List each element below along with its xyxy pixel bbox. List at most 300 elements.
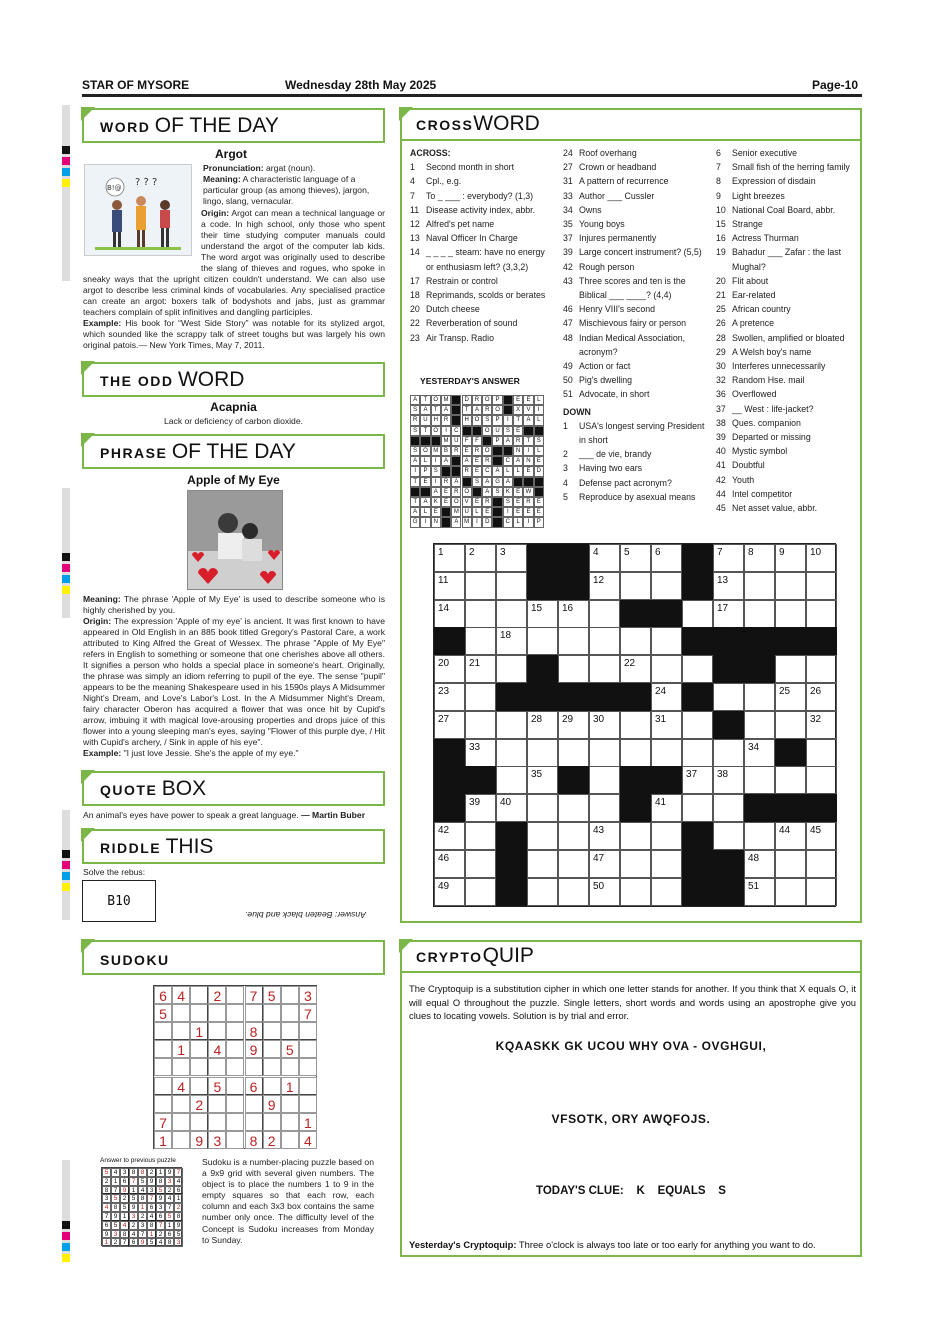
grid-cell[interactable] <box>589 600 620 628</box>
answer-cell: I <box>441 426 451 436</box>
sudoku-cell[interactable] <box>299 1040 317 1058</box>
grid-cell[interactable] <box>620 627 651 655</box>
sudoku-cell[interactable] <box>208 1095 226 1113</box>
grid-cell[interactable] <box>465 544 496 572</box>
cell-number: 41 <box>655 797 667 809</box>
sudoku-cell[interactable] <box>299 1077 317 1095</box>
grid-cell[interactable] <box>775 572 806 600</box>
grid-cell[interactable] <box>527 822 558 850</box>
answer-cell: A <box>451 517 461 527</box>
cell-number: 19 <box>717 630 729 642</box>
clue-number: 29 <box>716 346 726 357</box>
prev-sudoku-cell: 9 <box>120 1186 129 1195</box>
answer-cell: R <box>513 436 523 446</box>
grid-cell[interactable] <box>744 878 775 906</box>
answer-cell: E <box>513 497 523 507</box>
sudoku-cell[interactable] <box>190 1058 208 1076</box>
sudoku-cell[interactable] <box>299 1095 317 1113</box>
grid-cell[interactable] <box>589 572 620 600</box>
grid-cell[interactable] <box>589 822 620 850</box>
sudoku-cell[interactable] <box>226 1004 244 1022</box>
sudoku-cell[interactable] <box>226 1113 244 1131</box>
answer-cell: D <box>534 466 544 476</box>
grid-cell[interactable] <box>434 683 465 711</box>
grid-cell[interactable] <box>496 711 527 739</box>
grid-cell[interactable] <box>527 600 558 628</box>
grid-cell[interactable] <box>651 711 682 739</box>
grid-cell[interactable] <box>620 572 651 600</box>
grid-cell[interactable] <box>651 878 682 906</box>
grid-cell[interactable] <box>465 822 496 850</box>
grid-cell[interactable] <box>682 711 713 739</box>
black-square <box>620 683 651 711</box>
sudoku-cell[interactable] <box>299 1022 317 1040</box>
sudoku-cell: 9 <box>190 1131 208 1149</box>
grid-cell[interactable] <box>558 850 589 878</box>
sudoku-cell[interactable] <box>226 1058 244 1076</box>
word-of-day-origin <box>83 208 385 351</box>
sudoku-cell: 1 <box>190 1022 208 1040</box>
grid-cell[interactable] <box>558 655 589 683</box>
prev-sudoku-cell: 3 <box>165 1177 174 1186</box>
grid-cell[interactable] <box>713 544 744 572</box>
answer-cell: R <box>410 415 420 425</box>
grid-cell[interactable] <box>527 794 558 822</box>
prev-sudoku-cell: 3 <box>129 1212 138 1221</box>
answer-cell: O <box>482 395 492 405</box>
sudoku-cell[interactable] <box>190 1077 208 1095</box>
grid-cell[interactable] <box>806 600 837 628</box>
sudoku-cell[interactable] <box>299 1058 317 1076</box>
grid-cell[interactable] <box>775 655 806 683</box>
grid-cell[interactable] <box>713 683 744 711</box>
cell-number: 10 <box>810 547 822 558</box>
sudoku-cell[interactable] <box>281 1058 299 1076</box>
answer-cell: O <box>492 405 502 415</box>
clue-text: African country <box>732 304 791 315</box>
clue-text: A pattern of recurrence <box>579 176 669 187</box>
grid-cell[interactable] <box>589 739 620 767</box>
sudoku-cell[interactable] <box>226 1131 244 1149</box>
grid-cell[interactable] <box>620 544 651 572</box>
prev-sudoku-cell: 8 <box>165 1238 174 1247</box>
sudoku-grid[interactable] <box>153 985 317 1149</box>
grid-cell[interactable] <box>496 766 527 794</box>
label: Example: <box>83 318 122 328</box>
cell-number: 38 <box>717 769 729 781</box>
clue-text: Actress Thurman <box>732 233 799 244</box>
grid-cell[interactable] <box>496 544 527 572</box>
sudoku-cell[interactable] <box>208 1058 226 1076</box>
grid-cell[interactable] <box>465 683 496 711</box>
corner-flag <box>81 828 95 842</box>
grid-cell[interactable] <box>527 711 558 739</box>
cell-number: 14 <box>438 602 450 614</box>
grid-cell[interactable] <box>744 850 775 878</box>
grid-cell[interactable] <box>806 683 837 711</box>
sudoku-cell[interactable] <box>172 1058 190 1076</box>
clue-number: 18 <box>410 290 420 301</box>
section-title-big: QUIP <box>482 944 534 967</box>
grid-cell[interactable] <box>713 739 744 767</box>
grid-cell[interactable] <box>682 739 713 767</box>
black-square <box>496 850 527 878</box>
black-square <box>434 627 465 655</box>
grid-cell[interactable] <box>806 766 837 794</box>
answer-cell: A <box>441 405 451 415</box>
clue-number: 38 <box>716 417 726 428</box>
sudoku-cell[interactable] <box>208 1113 226 1131</box>
grid-cell[interactable] <box>651 850 682 878</box>
sudoku-cell[interactable] <box>154 1022 172 1040</box>
clue-text: To _ ___ : everybody? (1,3) <box>426 190 534 201</box>
grid-cell[interactable] <box>620 711 651 739</box>
sudoku-cell[interactable] <box>172 1113 190 1131</box>
clue-text: Second month in short <box>426 162 515 173</box>
sudoku-cell[interactable] <box>172 1131 190 1149</box>
prev-sudoku-cell: 6 <box>156 1212 165 1221</box>
answer-cell: G <box>410 517 420 527</box>
answer-cell: E <box>513 426 523 436</box>
phrase-body <box>83 594 385 759</box>
clue-number: 22 <box>410 318 420 329</box>
prev-sudoku-cell: 9 <box>138 1238 147 1247</box>
answer-cell: R <box>462 466 472 476</box>
answer-cell: R <box>472 395 482 405</box>
sudoku-cell[interactable] <box>154 1077 172 1095</box>
grid-cell[interactable] <box>806 544 837 572</box>
grid-cell[interactable] <box>651 655 682 683</box>
sudoku-cell[interactable] <box>226 1022 244 1040</box>
grid-cell[interactable] <box>434 711 465 739</box>
cryptoquip-header <box>400 940 862 973</box>
grid-cell[interactable] <box>527 850 558 878</box>
sudoku-cell[interactable] <box>172 1022 190 1040</box>
grid-cell[interactable] <box>589 794 620 822</box>
grid-cell[interactable] <box>558 794 589 822</box>
sudoku-cell[interactable] <box>263 1077 281 1095</box>
answer-cell: B <box>441 446 451 456</box>
prev-sudoku-cell: 5 <box>129 1194 138 1203</box>
grid-cell[interactable] <box>620 655 651 683</box>
cryptoquip-description: The Cryptoquip is a substitution cipher in which one letter stands for another. If you think that X equals O, it will equal O throughout the puzzle. Single letters, short words and words using an apostrophe give you clues to locating vowels. Solution is by trial and error. <box>409 983 856 1021</box>
grid-cell[interactable] <box>527 627 558 655</box>
grid-cell[interactable] <box>496 600 527 628</box>
grid-cell[interactable] <box>434 600 465 628</box>
grid-cell[interactable] <box>589 850 620 878</box>
sudoku-cell[interactable] <box>263 1022 281 1040</box>
clue-text: Small fish of the herring family <box>732 162 850 173</box>
grid-cell[interactable] <box>806 711 837 739</box>
sudoku-cell: 1 <box>154 1131 172 1149</box>
sudoku-cell[interactable] <box>281 1131 299 1149</box>
clue-item <box>410 245 555 273</box>
sudoku-cell[interactable] <box>281 986 299 1004</box>
grid-cell[interactable] <box>527 766 558 794</box>
grid-cell[interactable] <box>620 850 651 878</box>
grid-cell[interactable] <box>806 655 837 683</box>
clue-text: Naval Officer In Charge <box>426 233 518 244</box>
answer-cell: I <box>503 415 513 425</box>
grid-cell[interactable] <box>434 850 465 878</box>
grid-cell[interactable] <box>434 572 465 600</box>
clue-item <box>716 373 862 387</box>
grid-cell[interactable] <box>744 739 775 767</box>
sudoku-cell[interactable] <box>190 1113 208 1131</box>
grid-cell[interactable] <box>682 655 713 683</box>
answer-cell: O <box>482 426 492 436</box>
grid-cell[interactable] <box>744 683 775 711</box>
prev-sudoku-cell: 8 <box>147 1221 156 1230</box>
sudoku-cell[interactable] <box>208 1004 226 1022</box>
grid-cell[interactable] <box>651 794 682 822</box>
grid-cell[interactable] <box>558 878 589 906</box>
cell-number: 29 <box>562 713 574 725</box>
clue-text: Air Transp. Radio <box>426 332 494 343</box>
sudoku-cell: 4 <box>172 1077 190 1095</box>
grid-cell[interactable] <box>713 572 744 600</box>
grid-cell[interactable] <box>806 739 837 767</box>
sudoku-cell[interactable] <box>154 1040 172 1058</box>
sudoku-cell[interactable] <box>190 986 208 1004</box>
clue-number: 39 <box>716 432 726 443</box>
grid-cell[interactable] <box>775 711 806 739</box>
grid-cell[interactable] <box>651 683 682 711</box>
answer-cell: D <box>482 517 492 527</box>
clue-text: __ West : life-jacket? <box>732 403 814 414</box>
grid-cell[interactable] <box>744 766 775 794</box>
meaning: The phrase 'Apple of My Eye' is used to describe someone who is highly cherished by you. <box>83 594 385 615</box>
answer-cell: I <box>472 517 482 527</box>
grid-cell[interactable] <box>434 878 465 906</box>
prev-sudoku-cell: 3 <box>102 1194 111 1203</box>
prev-sudoku-cell: 8 <box>138 1194 147 1203</box>
clue-number: 20 <box>410 304 420 315</box>
grid-cell[interactable] <box>434 822 465 850</box>
grid-cell[interactable] <box>744 572 775 600</box>
prev-sudoku-cell: 8 <box>174 1212 183 1221</box>
crossword-grid[interactable] <box>433 543 836 907</box>
sudoku-cell[interactable] <box>154 1095 172 1113</box>
grid-cell[interactable] <box>775 544 806 572</box>
grid-cell[interactable] <box>496 627 527 655</box>
sudoku-cell[interactable] <box>263 1058 281 1076</box>
sudoku-cell[interactable] <box>226 1077 244 1095</box>
grid-cell[interactable] <box>558 627 589 655</box>
grid-cell[interactable] <box>496 794 527 822</box>
grid-cell[interactable] <box>496 739 527 767</box>
sudoku-cell[interactable] <box>172 1004 190 1022</box>
black-square <box>682 878 713 906</box>
answer-cell: X <box>513 405 523 415</box>
answer-cell: U <box>492 426 502 436</box>
grid-cell[interactable] <box>558 822 589 850</box>
prev-sudoku-cell: 9 <box>165 1168 174 1177</box>
clue-item <box>716 473 862 487</box>
sudoku-cell[interactable] <box>281 1004 299 1022</box>
black-square <box>431 436 441 446</box>
black-square <box>713 878 744 906</box>
grid-cell[interactable] <box>775 766 806 794</box>
grid-cell[interactable] <box>620 878 651 906</box>
clue-item <box>563 490 713 504</box>
grid-cell[interactable] <box>527 739 558 767</box>
grid-cell[interactable] <box>496 572 527 600</box>
grid-cell[interactable] <box>558 600 589 628</box>
grid-cell[interactable] <box>434 655 465 683</box>
clue-item <box>410 160 555 174</box>
sudoku-cell[interactable] <box>226 1040 244 1058</box>
black-square <box>713 711 744 739</box>
grid-cell[interactable] <box>558 711 589 739</box>
black-square <box>713 627 744 655</box>
clue-text: Mystic symbol <box>732 446 788 457</box>
clue-item <box>716 444 862 458</box>
black-square <box>441 466 451 476</box>
clue-number: 16 <box>716 233 726 244</box>
grid-cell[interactable] <box>620 739 651 767</box>
sudoku-cell: 1 <box>172 1040 190 1058</box>
clue-text: USA's longest serving President in short <box>579 420 705 446</box>
clue-text: Light breezes <box>732 190 785 201</box>
grid-cell[interactable] <box>775 878 806 906</box>
grid-cell[interactable] <box>589 655 620 683</box>
grid-cell[interactable] <box>806 822 837 850</box>
sudoku-cell[interactable] <box>281 1022 299 1040</box>
answer-cell: O <box>451 497 461 507</box>
answer-cell: S <box>503 426 513 436</box>
sudoku-cell[interactable] <box>245 1113 263 1131</box>
grid-cell[interactable] <box>620 822 651 850</box>
black-square <box>775 739 806 767</box>
sudoku-cell[interactable] <box>263 1004 281 1022</box>
prev-sudoku-cell: 4 <box>129 1230 138 1239</box>
grid-cell[interactable] <box>806 850 837 878</box>
sudoku-cell[interactable] <box>154 1058 172 1076</box>
grid-cell[interactable] <box>465 850 496 878</box>
answer-cell: I <box>523 517 533 527</box>
grid-cell[interactable] <box>775 822 806 850</box>
prev-sudoku-cell: 4 <box>156 1238 165 1247</box>
clue-text: Doubtful <box>732 460 765 471</box>
grid-cell[interactable] <box>713 794 744 822</box>
grid-cell[interactable] <box>465 794 496 822</box>
grid-cell[interactable] <box>558 739 589 767</box>
grid-cell[interactable] <box>496 655 527 683</box>
sudoku-cell[interactable] <box>281 1095 299 1113</box>
grid-cell[interactable] <box>651 544 682 572</box>
grid-cell[interactable] <box>744 822 775 850</box>
black-square <box>462 477 472 487</box>
grid-cell[interactable] <box>465 655 496 683</box>
cell-number: 16 <box>562 602 574 614</box>
sudoku-cell[interactable] <box>245 1058 263 1076</box>
grid-cell[interactable] <box>775 683 806 711</box>
grid-cell[interactable] <box>589 878 620 906</box>
grid-cell[interactable] <box>434 544 465 572</box>
grid-cell[interactable] <box>465 600 496 628</box>
grid-cell[interactable] <box>806 878 837 906</box>
grid-cell[interactable] <box>589 627 620 655</box>
sudoku-cell[interactable] <box>226 986 244 1004</box>
grid-cell[interactable] <box>713 600 744 628</box>
answer-cell: E <box>482 507 492 517</box>
grid-cell[interactable] <box>465 878 496 906</box>
sudoku-cell[interactable] <box>281 1113 299 1131</box>
grid-cell[interactable] <box>651 627 682 655</box>
grid-cell[interactable] <box>527 878 558 906</box>
black-square <box>451 466 461 476</box>
grid-cell[interactable] <box>465 627 496 655</box>
sudoku-cell[interactable] <box>172 1095 190 1113</box>
sudoku-cell[interactable] <box>245 1095 263 1113</box>
black-square <box>496 683 527 711</box>
grid-cell[interactable] <box>682 766 713 794</box>
black-square <box>682 572 713 600</box>
grid-cell[interactable] <box>465 711 496 739</box>
quote: An animal's eyes have power to speak a great language. <box>83 810 299 820</box>
float-spacer <box>83 208 201 264</box>
clue-text: Senior executive <box>732 148 798 158</box>
clue-item <box>716 316 862 330</box>
prev-sudoku-cell: 1 <box>165 1221 174 1230</box>
clue-text: Flit about <box>732 275 769 286</box>
clue-number: 7 <box>716 162 721 173</box>
sudoku-cell[interactable] <box>263 1113 281 1131</box>
grid-cell[interactable] <box>744 711 775 739</box>
grid-cell[interactable] <box>651 572 682 600</box>
grid-cell[interactable] <box>465 739 496 767</box>
grid-cell[interactable] <box>651 822 682 850</box>
grid-cell[interactable] <box>744 544 775 572</box>
black-square <box>451 415 461 425</box>
grid-cell[interactable] <box>589 544 620 572</box>
cell-number: 35 <box>531 769 543 781</box>
clue-number: 24 <box>563 148 573 158</box>
grid-cell[interactable] <box>682 600 713 628</box>
grid-cell[interactable] <box>744 600 775 628</box>
grid-cell[interactable] <box>589 711 620 739</box>
answer-cell: E <box>523 507 533 517</box>
clue-number: 21 <box>716 290 726 301</box>
sudoku-cell[interactable] <box>263 1040 281 1058</box>
grid-cell[interactable] <box>465 572 496 600</box>
clue-item <box>716 402 862 416</box>
sudoku-cell[interactable] <box>190 1040 208 1058</box>
clue-number: 23 <box>410 332 420 343</box>
grid-cell[interactable] <box>713 766 744 794</box>
answer-cell: E <box>523 395 533 405</box>
grid-cell[interactable] <box>682 794 713 822</box>
clue-text: Reproduce by asexual means <box>579 491 696 502</box>
sudoku-cell[interactable] <box>245 1004 263 1022</box>
grid-cell[interactable] <box>589 766 620 794</box>
black-square <box>775 794 806 822</box>
cell-number: 7 <box>717 547 723 558</box>
grid-cell[interactable] <box>806 572 837 600</box>
clue-number: 9 <box>716 190 721 201</box>
grid-cell[interactable] <box>713 822 744 850</box>
grid-cell[interactable] <box>775 850 806 878</box>
cell-number: 9 <box>779 547 785 558</box>
sudoku-cell[interactable] <box>208 1022 226 1040</box>
sudoku-cell[interactable] <box>226 1095 244 1113</box>
clue-number: 3 <box>563 463 568 474</box>
grid-cell[interactable] <box>651 739 682 767</box>
clue-number: 13 <box>410 233 420 244</box>
grid-cell[interactable] <box>775 600 806 628</box>
sudoku-cell[interactable] <box>190 1004 208 1022</box>
